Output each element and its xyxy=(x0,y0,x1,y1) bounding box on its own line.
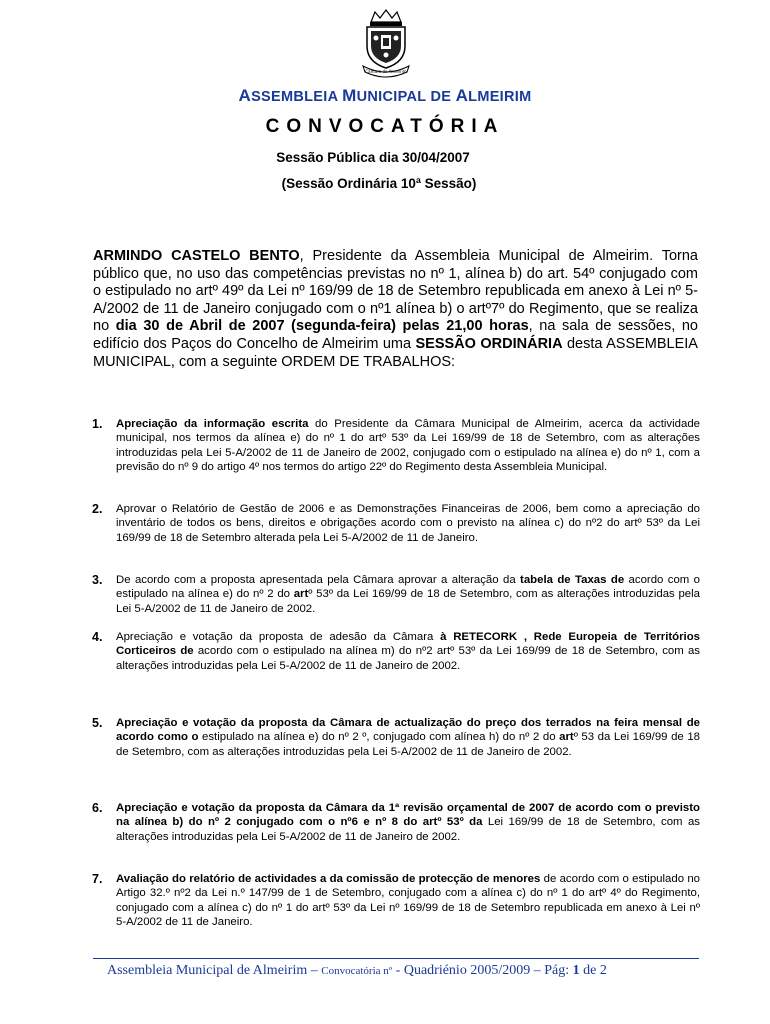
municipal-crest xyxy=(355,8,417,78)
meeting-date: dia 30 de Abril de 2007 (segunda-feira) pelas 21,00 horas xyxy=(115,318,529,335)
session-type: (Sessão Ordinária 10ª Sessão) xyxy=(281,176,477,191)
footer-org: Assembleia Municipal de Almeirim xyxy=(107,963,308,978)
crest-caption: Câmara de Almeirim xyxy=(365,69,407,74)
page-total: 2 xyxy=(599,963,607,978)
agenda-item: 5. Apreciação e votação da proposta da Câmara de actualização do preço dos terrados na feira mensal de acordo como o estipulado na alínea e) do nº 2 º, conjugado com alínea h) do nº 2 do artº 53 da Lei 169/99 de 18 de Setembro, com as alterações introduzidas pela Lei 5-A/2002 de 11 de Janeiro de 2002. xyxy=(92,716,700,758)
footer-convocation: Convocatória nº xyxy=(321,965,393,977)
page-footer: Assembleia Municipal de Almeirim – Convocatória nº - Quadriénio 2005/2009 – Pág: 1 de 2 xyxy=(107,963,607,978)
agenda-item: 2. Aprovar o Relatório de Gestão de 2006 e as Demonstrações Financeiras de 2006, bem como a apreciação do inventário de todos os bens, direitos e obrigações acordo com o previsto na alínea c) do nº2 do artº 53º da Lei 169/99 de 18 de Setembro alterada pela Lei 5-A/2002 de 11 de Janeiro. xyxy=(92,502,700,544)
document-title: CONVOCATÓRIA xyxy=(265,116,505,137)
agenda-item: 6. Apreciação e votação da proposta da Câmara da 1ª revisão orçamental de 2007 de acordo com o previsto na alínea b) do nº 2 conjugado com o nº6 e nº 8 do artº 53º da Lei 169/99 de 18 de Setembro, com as alterações introduzidas pela Lei 5-A/2002 de 11 de Janeiro de 2002. xyxy=(92,801,700,843)
president-name: ARMINDO CASTELO BENTO xyxy=(93,248,300,264)
agenda-item: 4. Apreciação e votação da proposta de adesão da Câmara à RETECORK , Rede Europeia de Territórios Corticeiros de acordo com o estipulado na alínea m) do nº2 artº 53º da Lei 169/99 de 18 de Setembro, com as alterações introduzidas pela Lei 5-A/2002 de 11 de Janeiro de 2002. xyxy=(92,630,700,672)
footer-divider xyxy=(93,958,699,959)
intro-paragraph: ARMINDO CASTELO BENTO, Presidente da Assembleia Municipal de Almeirim. Torna público que, no uso das competências previstas no nº 1, alínea b) do art. 54º conjugado com o estipulado no artº 49º da Lei nº 169/99 de 18 de Setembro republicada em anexo à Lei nº 5-A/2002 de 11 de Janeiro conjugado com o nº1 alínea b) o artº7º do Regimento, que se realiza no dia 30 de Abril de 2007 (segunda-feira) pelas 21,00 horas, na sala de sessões, no edifício dos Paços do Concelho de Almeirim uma SESSÃO ORDINÁRIA desta ASSEMBLEIA MUNICIPAL, com a seguinte ORDEM DE TRABALHOS: xyxy=(93,248,698,370)
agenda-item: 7. Avaliação do relatório de actividades a da comissão de protecção de menores de acordo com o estipulado no Artigo 32.º nº2 da Lei n.º 147/99 de 1 de Setembro, conjugado com a alínea c) do nº 1 do artº 4º do Regimento, conjugado com a alínea c) do nº 1 do artº 53º da Lei nº 169/99 de 18 de Setembro republicada em anexo à Lei nº 5-A/2002 de 11 de Janeiro. xyxy=(92,872,700,928)
page-number: 1 xyxy=(572,963,580,978)
session-label: SESSÃO ORDINÁRIA xyxy=(415,335,563,352)
agenda-item: 3. De acordo com a proposta apresentada pela Câmara aprovar a alteração da tabela de Taxas de acordo com o estipulado na alínea e) do nº 2 do artº 53º da Lei 169/99 de 18 de Setembro, com as alterações introduzidas pela Lei 5-A/2002 de 11 de Janeiro de 2002. xyxy=(92,573,700,615)
session-date: Sessão Pública dia 30/04/2007 xyxy=(276,150,470,165)
agenda-item: 1. Apreciação da informação escrita do Presidente da Câmara Municipal de Almeirim, acerca da actividade municipal, nos termos da alínea e) do nº 1 do artº 53º da Lei 169/99 de 18 de Setembro, com as alterações introduzidas pela Lei 5-A/2002 de 11 de Janeiro de 2002, conjugado com o estipulado na alínea e) do nº 1, com a previsão do nº 9 do artigo 4º nos termos do artigo 22º do Regimento desta Assembleia Municipal. xyxy=(92,417,700,473)
organization-title: ASSEMBLEIA MUNICIPAL DE ALMEIRIM xyxy=(238,86,532,105)
